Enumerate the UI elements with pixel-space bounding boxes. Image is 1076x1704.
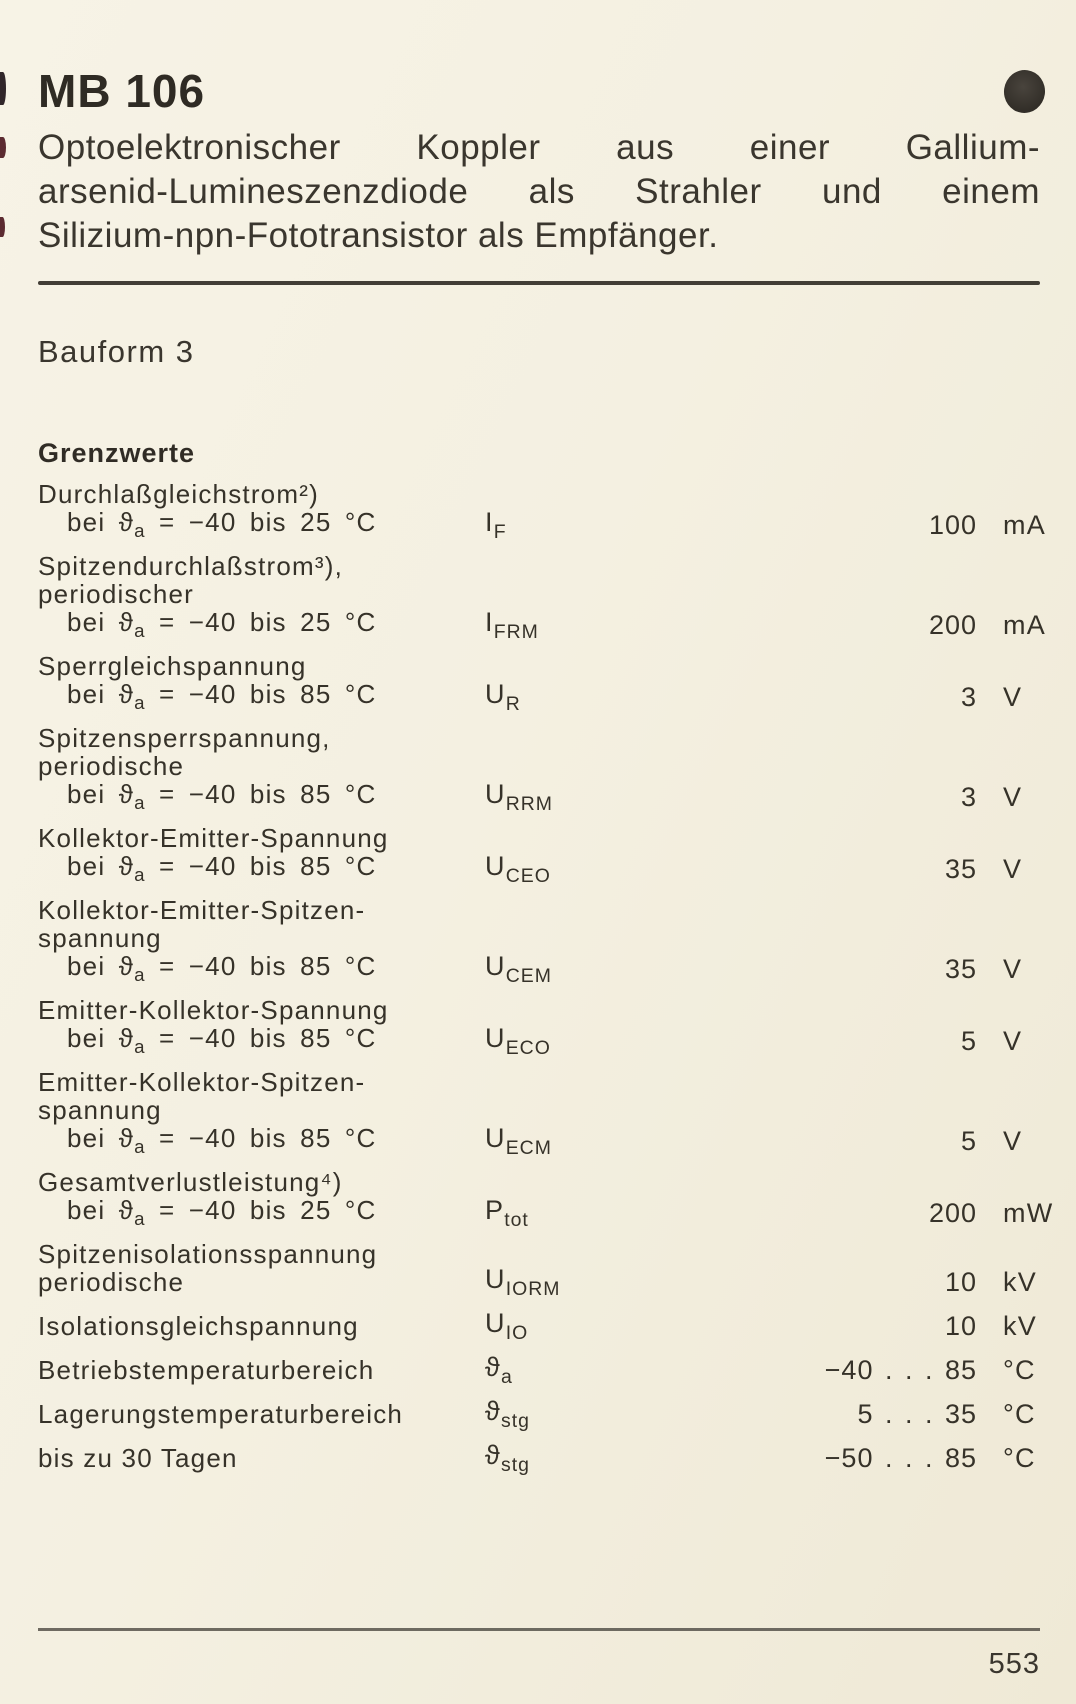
subscript: a (134, 520, 146, 542)
parameter-symbol (485, 851, 635, 887)
limit-row (38, 823, 1040, 887)
symbol: UIO (485, 1308, 528, 1338)
subscript: ECO (505, 1036, 551, 1059)
parameter-symbol (485, 1123, 635, 1159)
parameter-name: periodische (38, 751, 185, 781)
subscript: FRM (493, 620, 539, 643)
parameter-name-cell (38, 823, 485, 886)
parameter-name: Isolationsgleichspannung (38, 1311, 359, 1341)
parameter-name-cell (38, 551, 485, 642)
subscript: CEO (505, 864, 551, 887)
parameter-unit: °C (1003, 1443, 1036, 1473)
parameter-name: bis zu 30 Tagen (38, 1443, 238, 1473)
parameter-unit: kV (1003, 1311, 1037, 1341)
subscript: IORM (505, 1277, 561, 1300)
parameter-name: Spitzenisolationsspannung (38, 1239, 378, 1269)
parameter-name: Spitzendurchlaßstrom³), (38, 551, 344, 581)
parameter-name: Kollektor-Emitter-Spitzen- (38, 895, 366, 925)
parameter-name-cell (38, 1167, 485, 1230)
parameter-value: 35 (944, 854, 977, 884)
subscript: IO (505, 1321, 529, 1344)
symbol: ϑstg (485, 1396, 530, 1426)
subscript: stg (500, 1409, 530, 1432)
symbol: UCEM (485, 951, 552, 981)
parameter-unit: V (1003, 782, 1023, 812)
parameter-name: Emitter-Kollektor-Spannung (38, 995, 389, 1025)
parameter-name: Gesamtverlustleistung⁴) (38, 1167, 343, 1197)
parameter-condition: bei ϑa = −40 bis 85 °C (67, 780, 485, 811)
parameter-condition: bei ϑa = −40 bis 85 °C (67, 852, 485, 883)
scan-edge-mark (0, 137, 6, 158)
parameter-name-cell (38, 651, 485, 714)
parameter-name-cell (38, 1444, 485, 1472)
parameter-symbol (485, 1023, 635, 1059)
parameter-value: 3 (960, 782, 977, 812)
limit-row (38, 1239, 1040, 1300)
parameter-name-cell (38, 995, 485, 1058)
subscript: ECM (505, 1136, 552, 1159)
parameter-symbol (485, 679, 635, 715)
symbol: IFRM (485, 607, 539, 637)
limit-row (38, 1396, 1040, 1432)
page-title-model: MB 106 (38, 65, 206, 117)
footer-divider (38, 1628, 1040, 1631)
parameter-condition: bei ϑa = −40 bis 85 °C (67, 1124, 485, 1155)
parameter-symbol (485, 1195, 635, 1231)
scan-edge-mark (0, 72, 6, 105)
parameter-name-cell (38, 723, 485, 814)
limit-row (38, 995, 1040, 1059)
symbol: UECO (485, 1023, 551, 1053)
limits-rows (38, 479, 1054, 1485)
subscript: a (134, 864, 146, 886)
parameter-symbol (485, 1264, 635, 1300)
parameter-unit: °C (1003, 1355, 1036, 1385)
parameter-condition: bei ϑa = −40 bis 25 °C (67, 508, 485, 539)
parameter-name: spannung (38, 923, 162, 953)
device-description (38, 126, 1040, 258)
parameter-value: 10 (944, 1267, 977, 1297)
parameter-name: Durchlaßgleichstrom²) (38, 479, 319, 509)
subscript: a (134, 964, 146, 986)
parameter-name-cell (38, 479, 485, 542)
parameter-symbol (485, 1396, 635, 1432)
limit-row (38, 479, 1046, 543)
scan-edge-mark (0, 217, 5, 237)
description-line: Optoelektronischer Koppler aus einer Gallium- (38, 128, 1040, 167)
symbol: UCEO (485, 851, 551, 881)
parameter-unit: kV (1003, 1267, 1037, 1297)
bauform-label: Bauform 3 (38, 334, 195, 369)
subscript: a (134, 1208, 146, 1230)
limit-row (38, 1352, 1040, 1388)
symbol: UR (485, 679, 521, 709)
subscript: RRM (505, 792, 553, 815)
parameter-condition: bei ϑa = −40 bis 85 °C (67, 952, 485, 983)
header-divider (38, 281, 1040, 285)
limit-row (38, 1167, 1054, 1231)
parameter-symbol (485, 1440, 635, 1476)
parameter-name: Kollektor-Emitter-Spannung (38, 823, 389, 853)
parameter-value: −40 . . . 85 (824, 1355, 977, 1385)
parameter-name-cell (38, 1240, 485, 1296)
limit-row (38, 895, 1040, 987)
limit-row (38, 551, 1046, 643)
parameter-name-cell (38, 1067, 485, 1158)
parameter-value: 100 (928, 510, 977, 540)
limit-row (38, 1067, 1040, 1159)
parameter-unit: °C (1003, 1399, 1036, 1429)
parameter-symbol (485, 507, 635, 543)
subscript: a (500, 1365, 513, 1388)
subscript: F (493, 520, 507, 543)
parameter-symbol (485, 1308, 635, 1344)
parameter-symbol (485, 1352, 635, 1388)
subscript: a (134, 692, 146, 714)
parameter-unit: mA (1003, 510, 1046, 540)
subscript: CEM (505, 964, 552, 987)
symbol: IF (485, 507, 507, 537)
corner-dot-icon (1001, 67, 1048, 115)
parameter-unit: V (1003, 1026, 1023, 1056)
parameter-symbol (485, 951, 635, 987)
parameter-unit: V (1003, 954, 1023, 984)
subscript: a (134, 1136, 146, 1158)
subscript: tot (504, 1208, 529, 1231)
parameter-unit: V (1003, 682, 1023, 712)
subscript: a (134, 792, 146, 814)
parameter-condition: bei ϑa = −40 bis 85 °C (67, 1024, 485, 1055)
parameter-name-cell (38, 1400, 485, 1428)
parameter-value: 5 (960, 1126, 977, 1156)
parameter-name-cell (38, 1356, 485, 1384)
limit-row (38, 723, 1040, 815)
description-line: arsenid-Lumineszenzdiode als Strahler und einem (38, 172, 1040, 211)
parameter-name: periodischer (38, 579, 195, 609)
parameter-name-cell (38, 895, 485, 986)
parameter-unit: mW (1003, 1198, 1054, 1228)
page-number: 553 (988, 1648, 1040, 1680)
parameter-value: 200 (928, 610, 977, 640)
subscript: stg (500, 1453, 530, 1476)
parameter-value: 5 . . . 35 (857, 1399, 977, 1429)
parameter-symbol (485, 779, 635, 815)
parameter-unit: V (1003, 1126, 1023, 1156)
limit-row (38, 1308, 1040, 1344)
symbol: Ptot (485, 1195, 529, 1225)
parameter-symbol (485, 607, 635, 643)
parameter-value: 10 (944, 1311, 977, 1341)
parameter-condition: bei ϑa = −40 bis 25 °C (67, 608, 485, 639)
parameter-unit: V (1003, 854, 1023, 884)
parameter-name: Spitzensperrspannung, (38, 723, 331, 753)
parameter-value: −50 . . . 85 (824, 1443, 977, 1473)
parameter-name: spannung (38, 1095, 162, 1125)
limit-row (38, 651, 1040, 715)
subscript: a (134, 620, 146, 642)
description-line: Silizium-npn-Fototransistor als Empfänger. (38, 216, 719, 255)
section-title-grenzwerte: Grenzwerte (38, 438, 196, 468)
parameter-value: 35 (944, 954, 977, 984)
parameter-unit: mA (1003, 610, 1046, 640)
symbol: ϑa (485, 1352, 513, 1382)
symbol: ϑstg (485, 1440, 530, 1470)
parameter-condition: bei ϑa = −40 bis 25 °C (67, 1196, 485, 1227)
parameter-name: Emitter-Kollektor-Spitzen- (38, 1067, 366, 1097)
subscript: R (505, 692, 521, 715)
limit-row (38, 1440, 1040, 1476)
symbol: UECM (485, 1123, 552, 1153)
parameter-value: 3 (960, 682, 977, 712)
parameter-value: 5 (960, 1026, 977, 1056)
symbol: UIORM (485, 1264, 560, 1294)
subscript: a (134, 1036, 146, 1058)
parameter-name-cell (38, 1312, 485, 1340)
symbol: URRM (485, 779, 553, 809)
parameter-value: 200 (928, 1198, 977, 1228)
parameter-name: Sperrgleichspannung (38, 651, 307, 681)
parameter-condition: bei ϑa = −40 bis 85 °C (67, 680, 485, 711)
parameter-name: periodische (38, 1267, 185, 1297)
parameter-name: Betriebstemperaturbereich (38, 1355, 375, 1385)
parameter-name: Lagerungstemperaturbereich (38, 1399, 404, 1429)
